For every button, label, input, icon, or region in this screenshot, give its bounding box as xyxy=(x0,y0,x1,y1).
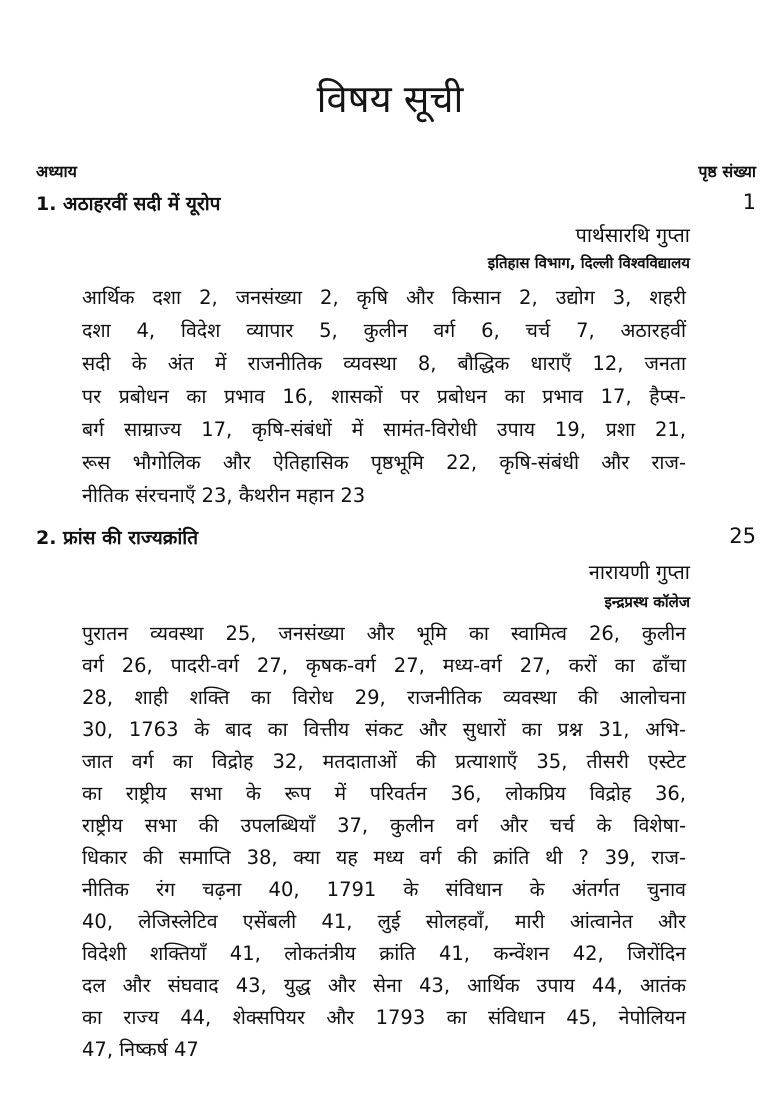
chapter-2-line: पुरातन व्यवस्था 25, जनसंख्या और भूमि का स्वामित्व 26, कुलीन xyxy=(82,622,686,645)
page-title: विषय सूची xyxy=(316,77,464,121)
chapter-2-affiliation: इन्द्रप्रस्थ कॉलेज xyxy=(604,593,690,611)
chapter-2-line: 40, लेजिस्लेटिव एसेंबली 41, लुई सोलहवाँ, मारी आंत्वानेत और xyxy=(82,910,686,933)
chapter-1-title: 1. अठाहरवीं सदी में यूरोप xyxy=(36,193,221,215)
chapter-2-line: जात वर्ग का विद्रोह 32, मतदाताओं की प्रत्याशाएँ 35, तीसरी एस्टेट xyxy=(82,750,686,773)
chapter-2-author: नारायणी गुप्ता xyxy=(588,560,690,584)
chapter-2-line: 30, 1763 के बाद का वित्तीय संकट और सुधारों का प्रश्न 31, अभि- xyxy=(82,718,686,741)
chapter-2-line: का राष्ट्रीय सभा के रूप में परिवर्तन 36, लोकप्रिय विद्रोह 36, xyxy=(82,782,686,805)
chapter-1-line: सदी के अंत में राजनीतिक व्यवस्था 8, बौद्धिक धाराएँ 12, जनता xyxy=(82,352,686,375)
chapter-1-line: आर्थिक दशा 2, जनसंख्या 2, कृषि और किसान 2, उद्योग 3, शहरी xyxy=(82,286,686,309)
chapter-2-line: राष्ट्रीय सभा की उपलब्धियाँ 37, कुलीन वर्ग और चर्च के विशेषा- xyxy=(82,814,686,837)
chapter-1-author: पार्थसारथि गुप्ता xyxy=(575,223,690,247)
chapter-2-line: वर्ग 26, पादरी-वर्ग 27, कृषक-वर्ग 27, मध्य-वर्ग 27, करों का ढाँचा xyxy=(82,654,686,677)
chapter-2-title: 2. फ्रांस की राज्यक्रांति xyxy=(36,527,199,549)
chapter-1-line: दशा 4, विदेश व्यापार 5, कुलीन वर्ग 6, चर्च 7, अठारहवीं xyxy=(82,319,686,342)
chapter-2-line: विदेशी शक्तियाँ 41, लोकतंत्रीय क्रांति 41, कन्वेंशन 42, जिरोंदिन xyxy=(82,942,686,965)
chapter-2-line: नीतिक रंग चढ़ना 40, 1791 के संविधान के अंतर्गत चुनाव xyxy=(82,878,686,901)
chapter-1-line: बर्ग साम्राज्य 17, कृषि-संबंधों में सामंत-विरोधी उपाय 19, प्रशा 21, xyxy=(82,418,686,441)
column-header-chapter: अध्याय xyxy=(36,162,77,181)
column-header-page-number: पृष्ठ संख्या xyxy=(698,162,756,181)
chapter-2-line: दल और संघवाद 43, युद्ध और सेना 43, आर्थिक उपाय 44, आतंक xyxy=(82,974,686,997)
chapter-2-line: 47, निष्कर्ष 47 xyxy=(82,1038,199,1061)
chapter-1-line: रूस भौगोलिक और ऐतिहासिक पृष्ठभूमि 22, कृषि-संबंधी और राज- xyxy=(82,451,686,474)
chapter-2-line: का राज्य 44, शेक्सपियर और 1793 का संविधान 45, नेपोलियन xyxy=(82,1006,686,1029)
chapter-1-line: नीतिक संरचनाएँ 23, कैथरीन महान 23 xyxy=(82,484,366,507)
chapter-2-line: धिकार की समाप्ति 38, क्या यह मध्य वर्ग की क्रांति थी ? 39, राज- xyxy=(82,846,686,869)
chapter-1-line: पर प्रबोधन का प्रभाव 16, शासकों पर प्रबोधन का प्रभाव 17, हैप्स- xyxy=(82,385,686,408)
chapter-2-line: 28, शाही शक्ति का विरोध 29, राजनीतिक व्यवस्था की आलोचना xyxy=(82,686,686,709)
chapter-1-affiliation: इतिहास विभाग, दिल्ली विश्वविद्यालय xyxy=(487,254,690,272)
chapter-2-page: 25 xyxy=(729,524,756,548)
chapter-1-page: 1 xyxy=(742,190,756,214)
